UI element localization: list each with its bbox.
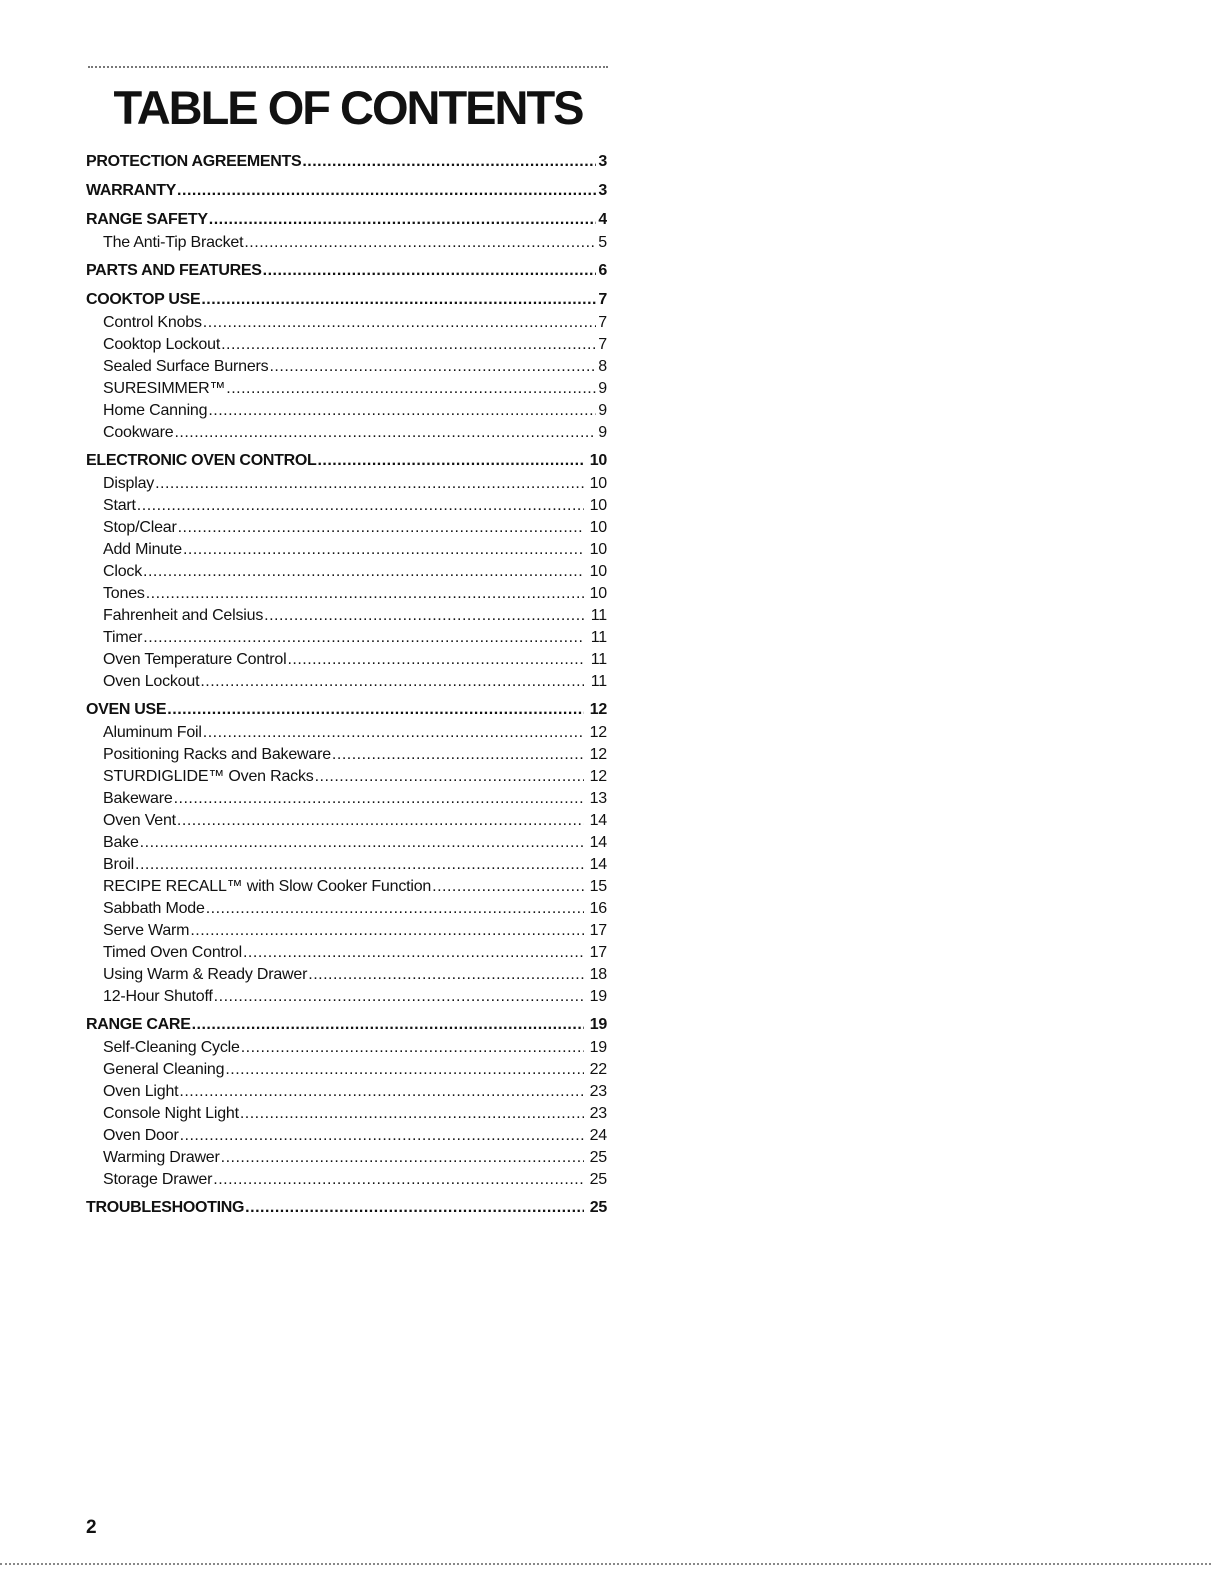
- toc-section: [86, 208, 607, 254]
- toc-entry-label: Oven Vent: [103, 812, 176, 829]
- toc-entry-label: Warming Drawer: [103, 1149, 220, 1166]
- toc-section-heading[interactable]: [86, 259, 607, 283]
- toc-entry[interactable]: [86, 810, 607, 832]
- toc-entry-label: Add Minute: [103, 541, 182, 558]
- toc-page-number: 12: [589, 746, 607, 763]
- toc-entry-label: Storage Drawer: [103, 1171, 213, 1188]
- toc-entry-label: Oven Temperature Control: [103, 651, 287, 668]
- dot-leader: [269, 356, 596, 378]
- toc-page-number: 13: [589, 790, 607, 807]
- toc-section-heading[interactable]: [86, 698, 607, 722]
- toc-entry[interactable]: [86, 334, 607, 356]
- toc-section-title: TROUBLESHOOTING: [86, 1199, 245, 1216]
- toc-section-heading[interactable]: [86, 179, 607, 203]
- toc-entry[interactable]: [86, 627, 607, 649]
- toc-entry[interactable]: [86, 898, 607, 920]
- dot-leader: [177, 810, 584, 832]
- toc-entry[interactable]: [86, 942, 607, 964]
- dot-leader: [200, 671, 584, 693]
- dot-leader: [146, 583, 584, 605]
- toc-section-title: PARTS AND FEATURES: [86, 262, 262, 279]
- toc-page-number: 6: [598, 262, 607, 279]
- toc-entry-label: Using Warm & Ready Drawer: [103, 966, 308, 983]
- toc-entry-label: Oven Door: [103, 1127, 179, 1144]
- toc-page-number: 17: [589, 944, 607, 961]
- dot-leader: [225, 1059, 584, 1081]
- toc-section-heading[interactable]: [86, 208, 607, 232]
- toc-entry-label: Broil: [103, 856, 135, 873]
- toc-entry-label: STURDIGLIDE™ Oven Racks: [103, 768, 314, 785]
- dot-leader: [243, 942, 584, 964]
- toc-entry-label: Fahrenheit and Celsius: [103, 607, 264, 624]
- toc-page-number: 9: [598, 402, 607, 419]
- toc-entry-label: Serve Warm: [103, 922, 190, 939]
- toc-page-number: 12: [589, 701, 607, 718]
- dot-leader: [241, 1037, 584, 1059]
- dot-leader: [190, 920, 584, 942]
- dot-leader: [155, 473, 584, 495]
- toc-entry[interactable]: [86, 232, 607, 254]
- dot-leader: [317, 449, 584, 473]
- toc-entry[interactable]: [86, 788, 607, 810]
- toc-section: [86, 1196, 607, 1220]
- dot-leader: [143, 627, 584, 649]
- toc-page-number: 23: [589, 1105, 607, 1122]
- dot-leader: [192, 1013, 584, 1037]
- toc-page-number: 3: [598, 182, 607, 199]
- toc-page-number: 12: [589, 724, 607, 741]
- dot-leader: [167, 698, 584, 722]
- toc-section: [86, 449, 607, 693]
- toc-entry[interactable]: [86, 422, 607, 444]
- dot-leader: [137, 495, 584, 517]
- toc-entry[interactable]: [86, 495, 607, 517]
- dot-leader: [179, 1081, 584, 1103]
- dot-leader: [240, 1103, 584, 1125]
- toc-section-heading[interactable]: [86, 449, 607, 473]
- toc-section-heading[interactable]: [86, 150, 607, 174]
- toc-page-number: 22: [589, 1061, 607, 1078]
- toc-section-heading[interactable]: [86, 1013, 607, 1037]
- dot-leader: [308, 964, 584, 986]
- toc-entry-label: Console Night Light: [103, 1105, 239, 1122]
- dot-leader: [177, 179, 596, 203]
- dot-leader: [180, 1125, 584, 1147]
- toc-entry-label: SURESIMMER™: [103, 380, 226, 397]
- dot-leader: [178, 517, 584, 539]
- dot-leader: [201, 288, 596, 312]
- toc-entry-label: General Cleaning: [103, 1061, 225, 1078]
- toc-entry[interactable]: [86, 744, 607, 766]
- toc-entry[interactable]: [86, 986, 607, 1008]
- toc-page-number: 10: [589, 475, 607, 492]
- toc-section: [86, 1013, 607, 1191]
- toc-entry[interactable]: [86, 964, 607, 986]
- toc-page-number: 23: [589, 1083, 607, 1100]
- toc-page-number: 10: [589, 519, 607, 536]
- toc-entry[interactable]: [86, 539, 607, 561]
- toc-entry-label: 12-Hour Shutoff: [103, 988, 213, 1005]
- toc-section: [86, 259, 607, 283]
- toc-page-number: 5: [598, 234, 607, 251]
- toc-entry-label: Display: [103, 475, 155, 492]
- page-number: 2: [86, 1517, 97, 1538]
- toc-entry-label: The Anti-Tip Bracket: [103, 234, 244, 251]
- toc-page-number: 11: [590, 629, 607, 646]
- dot-leader: [302, 150, 596, 174]
- toc-entry-label: RECIPE RECALL™ with Slow Cooker Function: [103, 878, 432, 895]
- toc-entry-label: Bakeware: [103, 790, 173, 807]
- toc-section-title: WARRANTY: [86, 182, 177, 199]
- toc-entry-label: Cookware: [103, 424, 174, 441]
- bottom-divider: [0, 1563, 1211, 1565]
- toc-entry[interactable]: [86, 1037, 607, 1059]
- toc-section-title: RANGE SAFETY: [86, 211, 208, 228]
- toc-entry[interactable]: [86, 1147, 607, 1169]
- top-divider: [88, 66, 608, 68]
- dot-leader: [183, 539, 584, 561]
- dot-leader: [213, 1169, 584, 1191]
- toc-page-number: 9: [598, 380, 607, 397]
- toc-page-number: 10: [589, 541, 607, 558]
- page-title: TABLE OF CONTENTS: [113, 81, 583, 134]
- toc-entry-label: Home Canning: [103, 402, 208, 419]
- dot-leader: [332, 744, 584, 766]
- toc-page-number: 19: [589, 1039, 607, 1056]
- toc-entry-label: Self-Cleaning Cycle: [103, 1039, 240, 1056]
- toc-entry-label: Aluminum Foil: [103, 724, 202, 741]
- toc-page-number: 11: [590, 673, 607, 690]
- toc-entry-label: Timer: [103, 629, 143, 646]
- toc-entry[interactable]: [86, 1081, 607, 1103]
- toc-entry[interactable]: [86, 766, 607, 788]
- dot-leader: [264, 605, 584, 627]
- toc-entry-label: Timed Oven Control: [103, 944, 242, 961]
- toc-page-number: 15: [589, 878, 607, 895]
- toc-entry[interactable]: [86, 671, 607, 693]
- toc-page-number: 7: [598, 291, 607, 308]
- toc-entry[interactable]: [86, 517, 607, 539]
- toc-entry[interactable]: [86, 1059, 607, 1081]
- toc-page-number: 24: [589, 1127, 607, 1144]
- toc-section-title: ELECTRONIC OVEN CONTROL: [86, 452, 317, 469]
- toc-page-number: 10: [589, 585, 607, 602]
- toc-section: [86, 698, 607, 1008]
- toc-section: [86, 150, 607, 174]
- dot-leader: [432, 876, 584, 898]
- dot-leader: [206, 898, 584, 920]
- toc-page-number: 25: [589, 1199, 607, 1216]
- table-of-contents: [86, 150, 607, 1225]
- dot-leader: [221, 1147, 584, 1169]
- dot-leader: [135, 854, 584, 876]
- dot-leader: [140, 832, 584, 854]
- dot-leader: [203, 312, 596, 334]
- toc-section-heading[interactable]: [86, 1196, 607, 1220]
- toc-entry[interactable]: [86, 1103, 607, 1125]
- toc-entry[interactable]: [86, 854, 607, 876]
- toc-page-number: 7: [598, 314, 607, 331]
- dot-leader: [208, 400, 596, 422]
- toc-page-number: 17: [589, 922, 607, 939]
- toc-entry-label: Positioning Racks and Bakeware: [103, 746, 331, 763]
- toc-entry[interactable]: [86, 876, 607, 898]
- dot-leader: [315, 766, 584, 788]
- dot-leader: [221, 334, 596, 356]
- dot-leader: [203, 722, 584, 744]
- toc-page-number: 19: [589, 1016, 607, 1033]
- toc-entry[interactable]: [86, 1169, 607, 1191]
- dot-leader: [287, 649, 584, 671]
- toc-entry-label: Cooktop Lockout: [103, 336, 221, 353]
- toc-entry[interactable]: [86, 356, 607, 378]
- toc-page-number: 16: [589, 900, 607, 917]
- dot-leader: [174, 788, 584, 810]
- dot-leader: [209, 208, 596, 232]
- toc-page-number: 11: [590, 651, 607, 668]
- dot-leader: [214, 986, 584, 1008]
- toc-section-title: OVEN USE: [86, 701, 167, 718]
- toc-section: [86, 288, 607, 444]
- toc-page-number: 14: [589, 834, 607, 851]
- toc-entry[interactable]: [86, 583, 607, 605]
- toc-entry-label: Clock: [103, 563, 143, 580]
- toc-page-number: 14: [589, 812, 607, 829]
- toc-entry[interactable]: [86, 473, 607, 495]
- toc-page-number: 19: [589, 988, 607, 1005]
- toc-page-number: 4: [598, 211, 607, 228]
- dot-leader: [263, 259, 596, 283]
- toc-entry[interactable]: [86, 605, 607, 627]
- toc-page-number: 18: [589, 966, 607, 983]
- toc-page-number: 12: [589, 768, 607, 785]
- toc-section-title: RANGE CARE: [86, 1016, 191, 1033]
- toc-entry[interactable]: [86, 561, 607, 583]
- toc-entry-label: Oven Lockout: [103, 673, 200, 690]
- dot-leader: [143, 561, 584, 583]
- toc-page-number: 7: [598, 336, 607, 353]
- toc-section-title: PROTECTION AGREEMENTS: [86, 153, 302, 170]
- toc-page-number: 25: [589, 1149, 607, 1166]
- toc-entry[interactable]: [86, 400, 607, 422]
- toc-entry-label: Tones: [103, 585, 145, 602]
- toc-section: [86, 179, 607, 203]
- toc-page-number: 3: [598, 153, 607, 170]
- toc-page-number: 14: [589, 856, 607, 873]
- toc-entry-label: Start: [103, 497, 136, 514]
- dot-leader: [244, 232, 596, 254]
- toc-page-number: 9: [598, 424, 607, 441]
- toc-page-number: 10: [589, 452, 607, 469]
- toc-entry[interactable]: [86, 832, 607, 854]
- toc-entry-label: Bake: [103, 834, 139, 851]
- dot-leader: [245, 1196, 584, 1220]
- toc-entry-label: Stop/Clear: [103, 519, 177, 536]
- toc-section-heading[interactable]: [86, 288, 607, 312]
- toc-entry-label: Sabbath Mode: [103, 900, 205, 917]
- toc-page-number: 10: [589, 563, 607, 580]
- toc-entry[interactable]: [86, 1125, 607, 1147]
- toc-section-title: COOKTOP USE: [86, 291, 201, 308]
- toc-entry[interactable]: [86, 649, 607, 671]
- toc-entry-label: Sealed Surface Burners: [103, 358, 269, 375]
- toc-entry[interactable]: [86, 378, 607, 400]
- toc-entry[interactable]: [86, 722, 607, 744]
- toc-entry[interactable]: [86, 312, 607, 334]
- toc-entry-label: Control Knobs: [103, 314, 202, 331]
- toc-page-number: 8: [598, 358, 607, 375]
- toc-page-number: 11: [590, 607, 607, 624]
- toc-entry[interactable]: [86, 920, 607, 942]
- toc-entry-label: Oven Light: [103, 1083, 179, 1100]
- dot-leader: [226, 378, 596, 400]
- dot-leader: [174, 422, 596, 444]
- toc-page-number: 25: [589, 1171, 607, 1188]
- toc-page-number: 10: [589, 497, 607, 514]
